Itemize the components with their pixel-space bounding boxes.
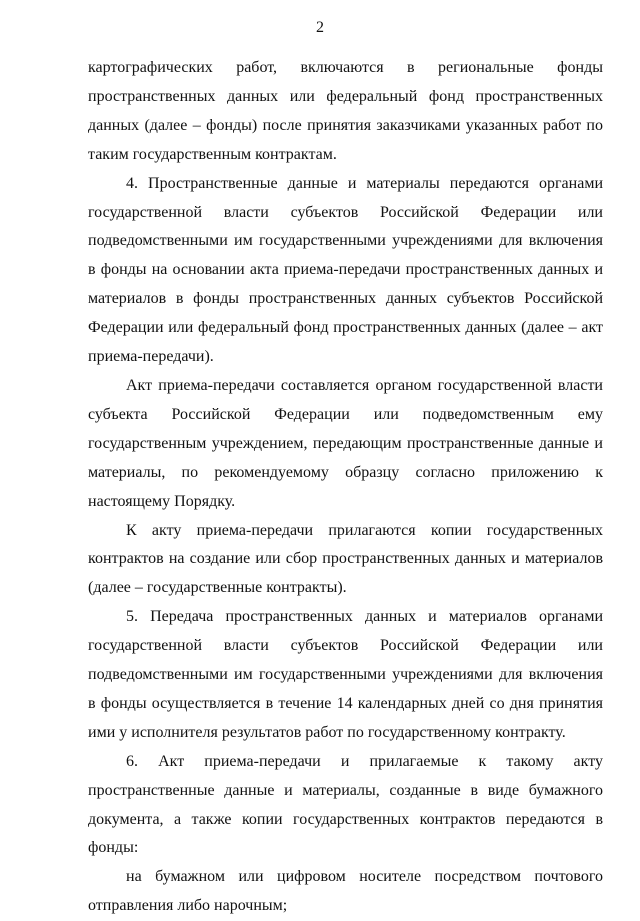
page-number: 2 bbox=[316, 19, 324, 36]
paragraph-act-composition: Акт приема-передачи составляется органом государственной власти субъекта Российской Федерации или подведомственным ему государственным учреждением, передающим пространственные данные и материалы, по рекомендуемому образцу согласно приложению к настоящему Порядку. bbox=[88, 376, 603, 510]
paragraph-item-5: 5. Передача пространственных данных и материалов органами государственной власти субъектов Российской Федерации или подведомственными им государственными учреждениями для включения в фонды осуществляется в течение 14 календарных дней со дня принятия ими у исполнителя результатов работ по государственному контракту. bbox=[88, 608, 603, 741]
paragraph-continuation: картографических работ, включаются в региональные фонды пространственных данных или федеральный фонд пространственных данных (далее – фонды) после принятия заказчиками указанных работ по таким государственным контрактам. bbox=[88, 59, 603, 163]
paragraph-paper-or-digital: на бумажном или цифровом носителе посредством почтового отправления либо нарочным; bbox=[88, 868, 603, 915]
paragraph-item-4: 4. Пространственные данные и материалы передаются органами государственной власти субъектов Российской Федерации или подведомственными им государственными учреждениями для включения в фонды на основании акта приема-передачи пространственных данных и материалов в фонды пространственных данных субъектов Российской Федерации или федеральный фонд пространственных данных (далее – акт приема-передачи). bbox=[88, 174, 603, 366]
paragraph-item-6: 6. Акт приема-передачи и прилагаемые к такому акту пространственные данные и материалы, созданные в виде бумажного документа, а также копии государственных контрактов передаются в фонды: bbox=[88, 752, 603, 857]
document-body bbox=[88, 54, 603, 921]
paragraph-act-attachments: К акту приема-передачи прилагаются копии государственных контрактов на создание или сбор пространственных данных и материалов (далее – государственные контракты). bbox=[88, 521, 603, 597]
